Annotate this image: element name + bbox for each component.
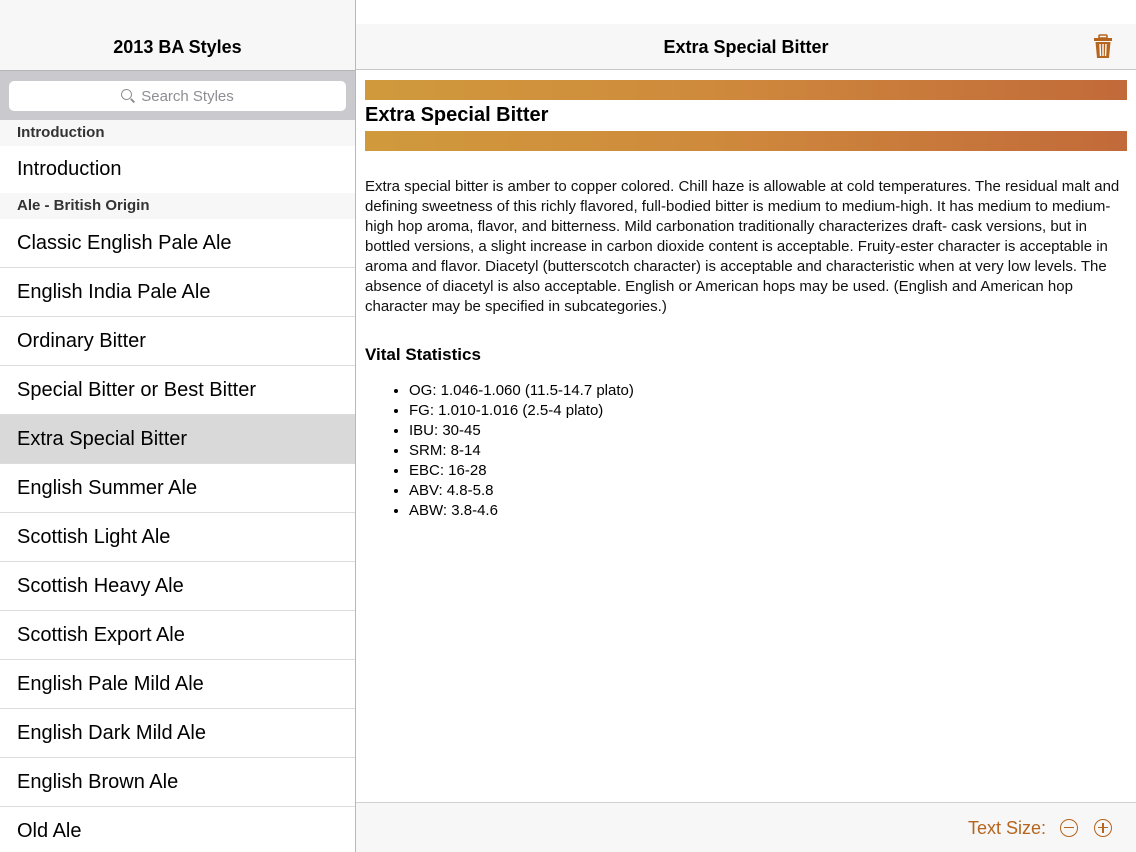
list-item[interactable]: English Brown Ale xyxy=(0,758,355,807)
styles-list[interactable] xyxy=(0,120,355,852)
list-item[interactable]: English Summer Ale xyxy=(0,464,355,513)
detail-nav-title: Extra Special Bitter xyxy=(663,37,829,57)
list-item[interactable]: Ordinary Bitter xyxy=(0,317,355,366)
vital-statistics-list xyxy=(365,381,1127,521)
search-input[interactable] xyxy=(9,81,346,111)
stat-fg: • FG: 1.010-1.016 (2.5-4 plato) xyxy=(409,401,1127,421)
vital-statistics-heading: Vital Statistics xyxy=(365,345,481,364)
stat-abw: • ABW: 3.8-4.6 xyxy=(409,501,1127,521)
list-item[interactable]: Scottish Light Ale xyxy=(0,513,355,562)
list-item[interactable]: Scottish Heavy Ale xyxy=(0,562,355,611)
section-header: Ale - British Origin xyxy=(0,193,355,219)
list-item[interactable]: English India Pale Ale xyxy=(0,268,355,317)
list-item[interactable]: Classic English Pale Ale xyxy=(0,219,355,268)
list-item[interactable]: Special Bitter or Best Bitter xyxy=(0,366,355,415)
list-item[interactable]: Old Ale xyxy=(0,807,355,852)
header-band-top xyxy=(365,80,1127,100)
list-item-selected[interactable]: Extra Special Bitter xyxy=(0,415,355,464)
list-item-introduction[interactable]: Introduction xyxy=(0,146,355,193)
section-header: Introduction xyxy=(0,120,355,146)
bottom-toolbar xyxy=(356,802,1136,852)
master-title: 2013 BA Styles xyxy=(0,24,355,70)
list-item[interactable]: English Dark Mild Ale xyxy=(0,709,355,758)
stat-ebc: • EBC: 16-28 xyxy=(409,461,1127,481)
header-band-bottom xyxy=(365,131,1127,151)
style-content xyxy=(365,80,1127,521)
style-description: Extra special bitter is amber to copper colored. Chill haze is allowable at cold temperatures. The residual malt and defining sweetness of this richly flavored, full-bodied bitter is medium to medium-high. It has medium to medium-high hop aroma, flavor, and bitterness. Mild carbonation traditionally characterizes draft- cask versions, but in bottled versions, a slight increase in carbon dioxide content is acceptable. Fruity-ester character is acceptable in aroma and flavor. Diacetyl (butterscotch character) is acceptable and characteristic when at very low levels. The absence of diacetyl is also acceptable. English or American hops may be used. (English and American hop character may be specified in subcategories.) xyxy=(365,178,1120,315)
stat-srm: • SRM: 8-14 xyxy=(409,441,1127,461)
list-item[interactable]: Scottish Export Ale xyxy=(0,611,355,660)
decrease-text-size-button[interactable] xyxy=(1060,819,1078,837)
search-placeholder: Search Styles xyxy=(141,87,234,105)
search-bar xyxy=(0,70,355,120)
master-pane xyxy=(0,0,355,852)
text-size-label: Text Size: xyxy=(967,818,1046,838)
detail-pane xyxy=(356,0,1136,852)
stat-abv: • ABV: 4.8-5.8 xyxy=(409,481,1127,501)
style-title: Extra Special Bitter xyxy=(365,104,549,126)
trash-icon[interactable] xyxy=(1092,34,1114,60)
stat-ibu: • IBU: 30-45 xyxy=(409,421,1127,441)
list-item[interactable]: English Pale Mild Ale xyxy=(0,660,355,709)
search-icon xyxy=(121,89,135,103)
increase-text-size-button[interactable] xyxy=(1094,819,1112,837)
detail-nav-bar xyxy=(356,24,1136,70)
stat-og: • OG: 1.046-1.060 (11.5-14.7 plato) xyxy=(409,381,1127,401)
